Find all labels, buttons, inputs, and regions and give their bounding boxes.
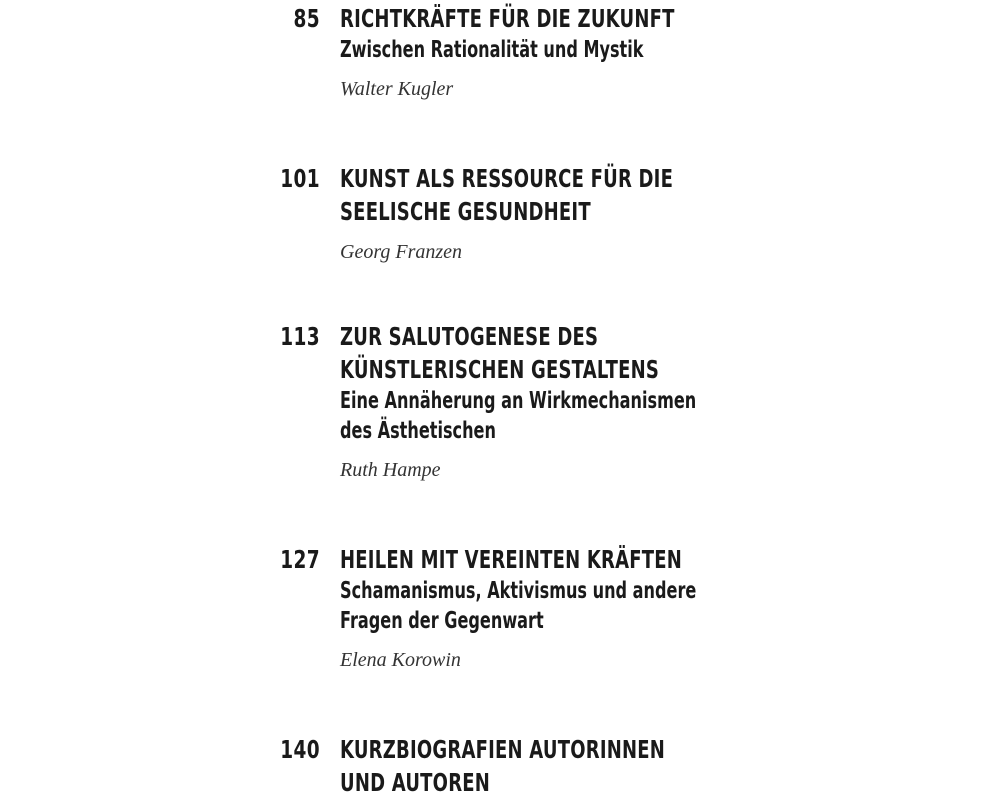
page-number: 140	[280, 735, 320, 764]
entry-subtitle: Zwischen Rationalität und Mystik	[340, 37, 644, 63]
entry-subtitle: Eine Annäherung an Wirkmechanismen	[340, 388, 697, 414]
page-number: 85	[293, 4, 320, 33]
page-number: 101	[280, 164, 320, 193]
entry-content	[340, 320, 960, 482]
entry-title: KURZBIOGRAFIEN AUTORINNEN	[340, 735, 666, 764]
entry-subtitle: Fragen der Gegenwart	[340, 608, 544, 634]
entry-content	[340, 162, 960, 264]
entry-title: KUNST ALS RESSOURCE FÜR DIE	[340, 164, 674, 193]
entry-title: SEELISCHE GESUNDHEIT	[340, 197, 591, 226]
entry-author: Georg Franzen	[340, 241, 463, 263]
entry-content	[340, 543, 960, 672]
entry-content	[340, 733, 960, 799]
entry-author: Walter Kugler	[340, 78, 454, 100]
entry-author: Elena Korowin	[340, 649, 461, 671]
page-number: 127	[280, 545, 320, 574]
entry-title: UND AUTOREN	[340, 768, 491, 797]
entry-title: HEILEN MIT VEREINTEN KRÄFTEN	[340, 545, 683, 574]
entry-author: Ruth Hampe	[340, 459, 441, 481]
entry-title: RICHTKRÄFTE FÜR DIE ZUKUNFT	[340, 4, 675, 33]
entry-title: ZUR SALUTOGENESE DES	[340, 322, 599, 351]
entry-title: KÜNSTLERISCHEN GESTALTENS	[340, 355, 660, 384]
entry-subtitle: Schamanismus, Aktivismus und andere	[340, 578, 697, 604]
page-number: 113	[280, 322, 320, 351]
entry-subtitle: des Ästhetischen	[340, 418, 496, 444]
entry-content	[340, 2, 960, 101]
